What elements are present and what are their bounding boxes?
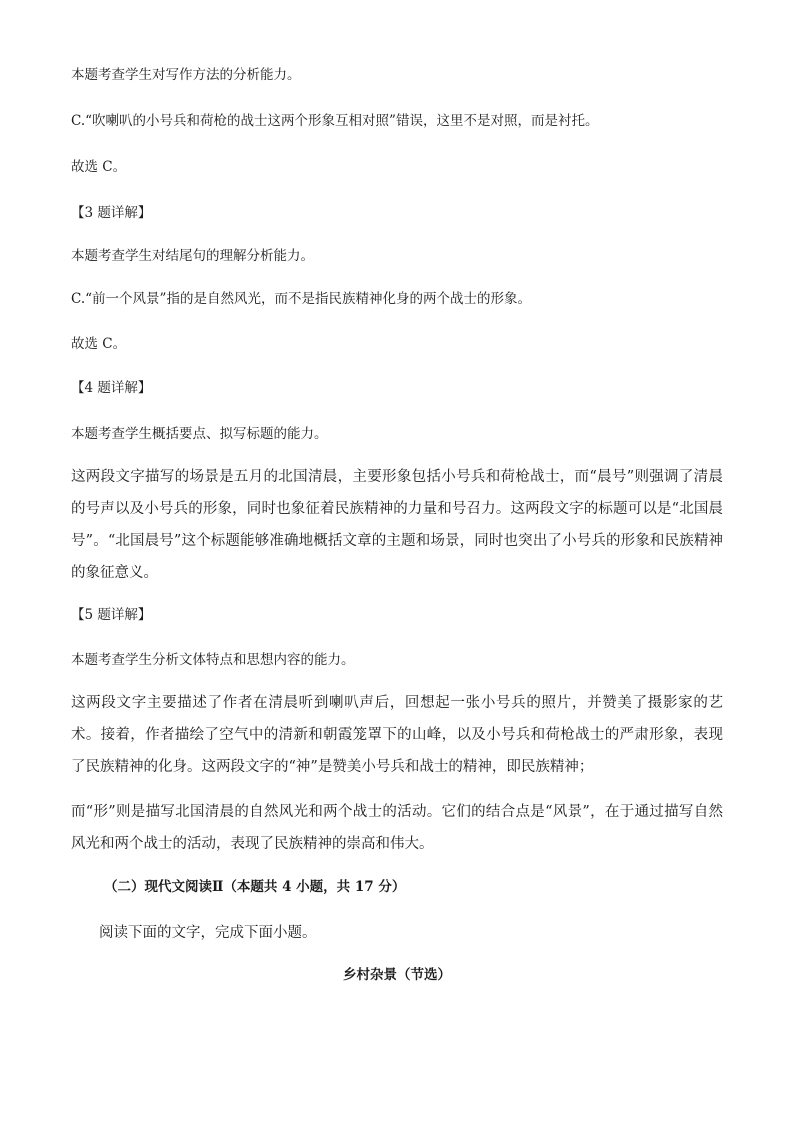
text-line: 本题考查学生分析文体特点和思想内容的能力。	[71, 652, 355, 668]
paragraph-answer-5b: 而“形”则是描写北国清晨的自然风光和两个战士的活动。它们的结合点是“风景”，在于通过描写自然风光和两个战士的活动，表现了民族精神的崇高和伟大。	[71, 804, 723, 852]
text-line: C.“前一个风景”指的是自然风光，而不是指民族精神化身的两个战士的形象。	[71, 291, 531, 307]
question-3-heading: 【3 题详解】	[71, 205, 152, 221]
text-line: 本题考查学生概括要点、拟写标题的能力。	[71, 426, 328, 442]
paragraph-answer-5a: 这两段文字主要描述了作者在清晨听到喇叭声后，回想起一张小号兵的照片，并赞美了摄影家的艺术。接着，作者描绘了空气中的清新和朝霞笼罩下的山峰，以及小号兵和荷枪战士的严肃形象，表现了民族精神的化身。这两段文字的“神”是赞美小号兵和战士的精神，即民族精神；	[71, 695, 723, 775]
text-line: 本题考查学生对结尾句的理解分析能力。	[71, 248, 314, 264]
text-line: C.“吹喇叭的小号兵和荷枪的战士这两个形象互相对照”错误，这里不是对照，而是衬托。	[71, 113, 599, 129]
paragraph-answer-4: 这两段文字描写的场景是五月的北国清晨，主要形象包括小号兵和荷枪战士，而“晨号”则强调了清晨的号声以及小号兵的形象，同时也象征着民族精神的力量和号召力。这两段文字的标题可以是“北国晨号”。“北国晨号”这个标题能够准确地概括文章的主题和场景，同时也突出了小号兵的形象和民族精神的象征意义。	[71, 469, 723, 581]
question-4-heading: 【4 题详解】	[71, 380, 152, 396]
section-heading: （二）现代文阅读Ⅱ（本题共 4 小题，共 17 分）	[104, 879, 406, 895]
passage-title: 乡村杂景（节选）	[343, 967, 451, 983]
text-line: 故选 C。	[71, 159, 127, 175]
question-5-heading: 【5 题详解】	[71, 607, 152, 623]
text-line: 本题考查学生对写作方法的分析能力。	[71, 67, 301, 83]
reading-instruction: 阅读下面的文字，完成下面小题。	[99, 925, 317, 941]
text-line: 故选 C。	[71, 336, 127, 352]
